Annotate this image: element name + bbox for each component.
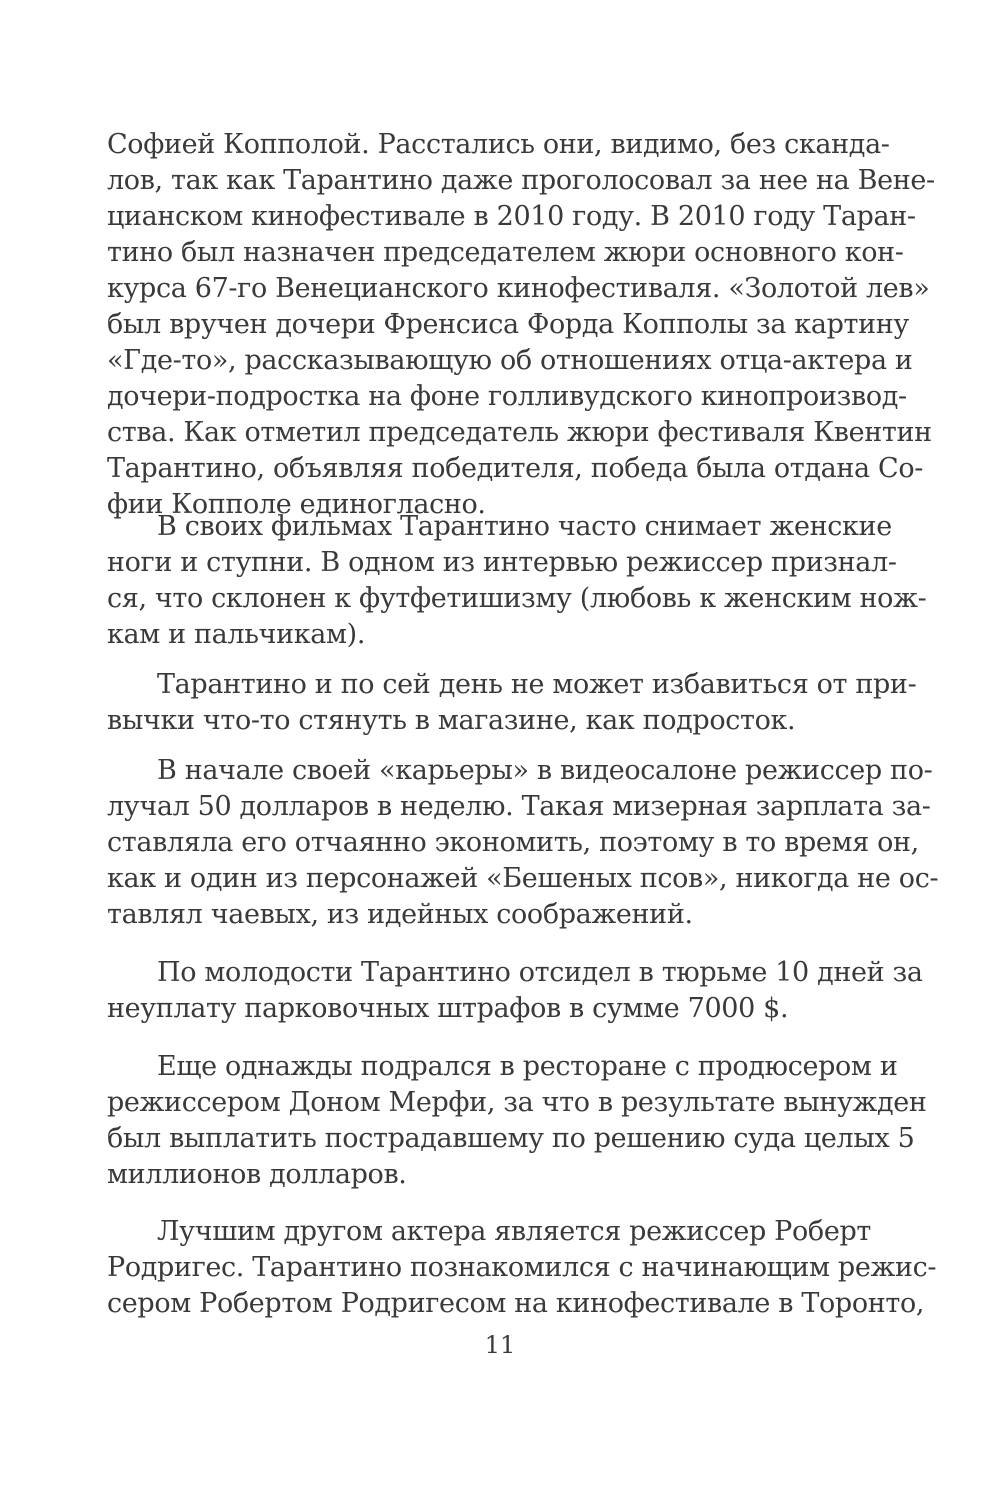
text-line: В начале своей «карьеры» в видеосалоне режиссер по- (157, 755, 933, 786)
text-line: Тарантино и по сей день не может избавиться от при- (157, 669, 917, 700)
text-line: лов, так как Тарантино даже проголосовал за нее на Вене- (107, 165, 935, 196)
text-line: По молодости Тарантино отсидел в тюрьме 10 дней за (157, 957, 923, 988)
text-line: лучал 50 долларов в неделю. Такая мизерная зарплата за- (107, 791, 931, 822)
text-line: кам и пальчикам). (107, 619, 366, 650)
text-line: курса 67-го Венецианского кинофестиваля. «Золотой лев» (107, 273, 930, 304)
text-line: дочери-подростка на фоне голливудского кинопроизвод- (107, 381, 907, 412)
text-line: Родригес. Тарантино познакомился с начинающим режис- (107, 1252, 937, 1283)
text-line: как и один из персонажей «Бешеных псов», никогда не ос- (107, 863, 939, 894)
text-line: фии Копполе единогласно. (107, 489, 486, 520)
text-line: тавлял чаевых, из идейных соображений. (107, 899, 693, 930)
text-line: был вручен дочери Френсиса Форда Копполы за картину (107, 309, 909, 340)
text-line: ства. Как отметил председатель жюри фестиваля Квентин (107, 417, 932, 448)
text-line: Лучшим другом актера является режиссер Роберт (157, 1216, 871, 1247)
text-line: ставляла его отчаянно экономить, поэтому в то время он, (107, 827, 919, 858)
text-line: В своих фильмах Тарантино часто снимает женские (157, 511, 892, 542)
text-line: Тарантино, объявляя победителя, победа была отдана Со- (107, 453, 924, 484)
text-line: неуплату парковочных штрафов в сумме 7000 $. (107, 993, 789, 1024)
text-line: Софией Копполой. Расстались они, видимо, без сканда- (107, 129, 890, 160)
text-line: тино был назначен председателем жюри основного кон- (107, 237, 904, 268)
page-number: 11 (484, 1331, 516, 1359)
text-line: сером Робертом Родригесом на кинофестивале в Торонто, (107, 1288, 925, 1319)
text-line: был выплатить пострадавшему по решению суда целых 5 (107, 1123, 915, 1154)
text-line: Еще однажды подрался в ресторане с продюсером и (157, 1051, 898, 1082)
text-line: ноги и ступни. В одном из интервью режиссер признал- (107, 547, 897, 578)
text-line: цианском кинофестивале в 2010 году. В 2010 году Таран- (107, 201, 916, 232)
text-line: режиссером Доном Мерфи, за что в результате вынужден (107, 1087, 927, 1118)
text-line: «Где-то», рассказывающую об отношениях отца-актера и (107, 345, 913, 376)
text-line: миллионов долларов. (107, 1159, 407, 1190)
text-line: вычки что-то стянуть в магазине, как подросток. (107, 705, 796, 736)
text-line: ся, что склонен к футфетишизму (любовь к женским нож- (107, 583, 927, 614)
